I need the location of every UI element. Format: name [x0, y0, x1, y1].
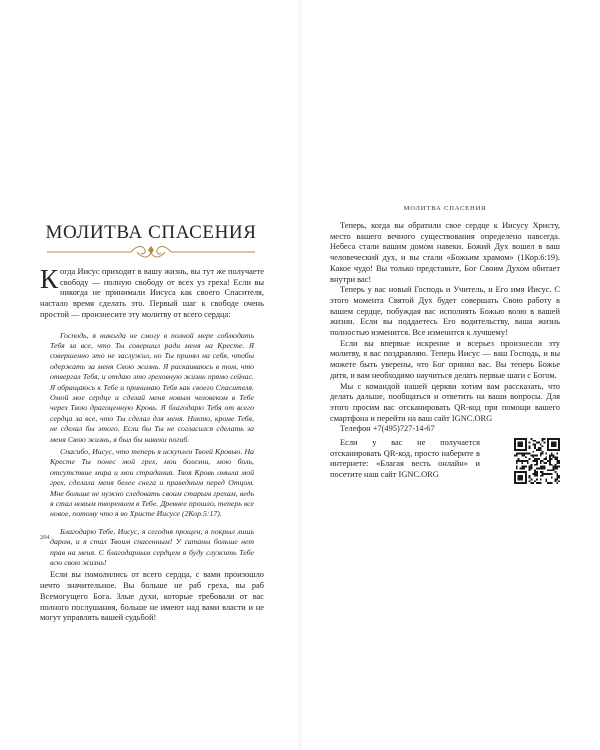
after-prayer-paragraph: Если вы помолились от всего сердца, с вами произошло нечто значительное. Вы больше не раб греха, вы раб Всемогущего Бога. Злые духи, которые требовали от вас полного послушания, больше не имеют над вами власти и не могут управлять вашей судьбой! [40, 570, 264, 623]
body-paragraph: Мы с командой нашей церкви хотим вам рассказать, что делать дальше, пообщаться и ответить на ваши вопросы. Для этого просим вас отсканировать QR-код при помощи вашего смартфона и перейти на ваш сайт IGNC.ORG [330, 381, 560, 423]
drop-cap: К [40, 264, 59, 294]
body-paragraph: Теперь у вас новый Господь и Учитель, и Его имя Иисус. С этого момента Святой Дух будет совершать Свою работу в вашем сердце, побуждая вас исполнять Божью волю в вашей жизни. Если вы поддаетесь Его водительству, ваша жизнь полностью изменится. Все изменится к лучшему! [330, 285, 560, 338]
prayer-block [40, 331, 264, 569]
prayer-paragraph: Спасибо, Иисус, что теперь я искуплен Твоей Кровью. На Кресте Ты понес мой грех, мои болезни, мою боль, отсутствие мира и мои страдания. Твоя Кровь омыла мой грех, сделала меня белее снега и праведным перед Отцом. Мне больше не нужно следовать своим старым грехам, ведь я стал новым творением в Тебе. Древнее прошло, теперь все новое, потому что я во Христе Иисусе (2Кор.5:17). [50, 446, 254, 519]
left-body-text [40, 264, 264, 624]
title-ornament [45, 243, 257, 261]
phone-line: Телефон +7(495)727-14-67 [340, 424, 435, 434]
right-body-text [330, 221, 560, 481]
qr-instructions: Если у вас не получается отсканировать QR-код, просто наберите в интернете: «Благая весть онлайн» и посетите наш сайт IGNC.ORG [330, 438, 480, 480]
body-paragraph: Если вы впервые искренне и всерьез произнесли эту молитву, я вас поздравляю. Теперь Иисус — ваш Господь, и вы можете быть уверены, что Бог принял вас. Вы теперь Божье дитя, и вам необходимо научиться делать первые шаги с Богом. [330, 338, 560, 380]
qr-contact-row [330, 438, 560, 481]
intro-paragraph: Когда Иисус приходит в вашу жизнь, вы тут же получаете свободу — полную свободу от всех уз греха! Если вы никогда не принимали Иисуса как своего Спасителя, настало время сделать это. Первый шаг к свободе очень простой — произнесите эту молитву от всего сердца: [40, 264, 264, 319]
running-head: МОЛИТВА СПАСЕНИЯ [403, 205, 487, 212]
qr-code-icon [514, 438, 560, 484]
prayer-paragraph: Благодарю Тебе, Иисус, я сегодня прощен, я покрыл лишь даром, и я стал Твоим спасенным! У сатаны больше нет прав на меня. С благодарным сердцем я буду служить Тебе всю свою жизнь! [50, 526, 254, 568]
prayer-paragraph: Господь, я никогда не смогу в полной мере соблюдать Тебя за все, что Ты совершил ради меня на Кресте. Я совершенно это не заслужил, но Ты принял на себя, чтобы одержать за меня Свою жизнь. Я раскаиваюсь в том, что отвергал Тебя, и отдаю это греховную жизнь прямо сейчас. Я обращаюсь к Тебе и принимаю Тебя как своего Спасителя. Омой мое сердце и сделай меня новым человеком в Тебе через Твою драгоценную Кровь. Я благодарю Тебя от всего сердца за все, что Ты сделал для меня. Никто, кроме Тебя, не сделал бы этого. Если бы Ты не согласился сделать за меня Свою жизнь, я был бы навеки погиб. [50, 330, 254, 444]
body-paragraph: Теперь, когда вы обратили свое сердце к Иисусу Христу, место вашего вечного существования определено навсегда. Небеса стали вашим домом навеки. Божий Дух вошел в ваш человеческий дух, и вы стали «Божьим храмом» (1Кор.6:19). Какое чудо! Вы только представьте, Бог Своим Духом обитает внутри вас! [330, 221, 560, 284]
page-number: 204 [40, 534, 50, 541]
chapter-title: МОЛИТВА СПАСЕНИЯ [45, 222, 257, 243]
